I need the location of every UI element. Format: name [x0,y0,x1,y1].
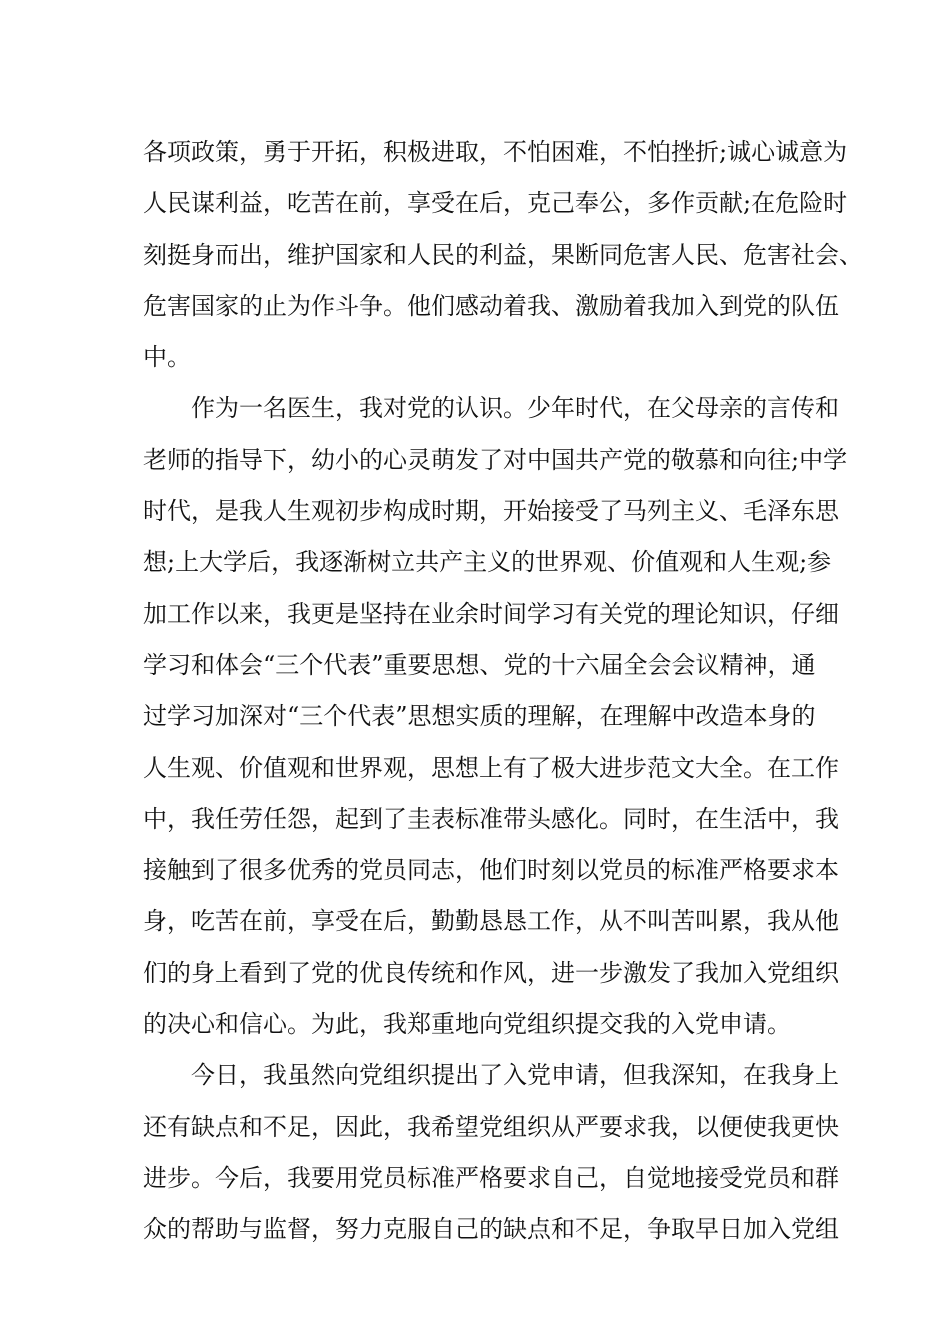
text-line: 想;上大学后，我逐渐树立共产主义的世界观、价值观和人生观;参 [143,548,832,577]
text-line: 时代，是我人生观初步构成时期，开始接受了马列主义、毛泽东思 [143,497,839,526]
text-line: 的决心和信心。为此，我郑重地向党组织提交我的入党申请。 [143,1010,791,1039]
text-line: 老师的指导下，幼小的心灵萌发了对中国共产党的敬慕和向往;中学 [143,445,848,474]
document-body [143,127,863,1256]
text-line: 中。 [143,343,191,372]
text-line: 过学习加深对“三个代表”思想实质的理解，在理解中改造本身的 [143,702,816,731]
text-line: 进步。今后，我要用党员标准严格要求自己，自觉地接受党员和群 [143,1163,839,1192]
text-line: 危害国家的止为作斗争。他们感动着我、激励着我加入到党的队伍 [143,291,839,320]
text-line: 们的身上看到了党的优良传统和作风，进一步激发了我加入党组织 [143,958,839,987]
text-line: 众的帮助与监督，努力克服自己的缺点和不足，争取早日加入党组 [143,1215,839,1244]
text-line: 各项政策，勇于开拓，积极进取，不怕困难，不怕挫折;诚心诚意为 [143,138,848,166]
text-line: 中，我任劳任怨，起到了圭表标准带头感化。同时，在生活中，我 [143,804,839,833]
paragraph-start-line: 作为一名医生，我对党的认识。少年时代，在父母亲的言传和 [191,394,839,423]
text-line: 人民谋利益，吃苦在前，享受在后，克己奉公，多作贡献;在危险时 [143,189,848,218]
text-line: 学习和体会“三个代表”重要思想、党的十六届全会会议精神，通 [143,650,816,679]
text-line: 人生观、价值观和世界观，思想上有了极大进步范文大全。在工作 [143,753,839,782]
paragraph-start-line: 今日，我虽然向党组织提出了入党申请，但我深知，在我身上 [191,1061,839,1090]
text-line: 还有缺点和不足，因此，我希望党组织从严要求我，以便使我更快 [143,1112,839,1141]
text-line: 加工作以来，我更是坚持在业余时间学习有关党的理论知识，仔细 [143,599,839,628]
text-line: 刻挺身而出，维护国家和人民的利益，果断同危害人民、危害社会、 [143,240,863,269]
text-line: 身，吃苦在前，享受在后，勤勤恳恳工作，从不叫苦叫累，我从他 [143,907,839,936]
text-line: 接触到了很多优秀的党员同志，他们时刻以党员的标准严格要求本 [143,856,839,885]
